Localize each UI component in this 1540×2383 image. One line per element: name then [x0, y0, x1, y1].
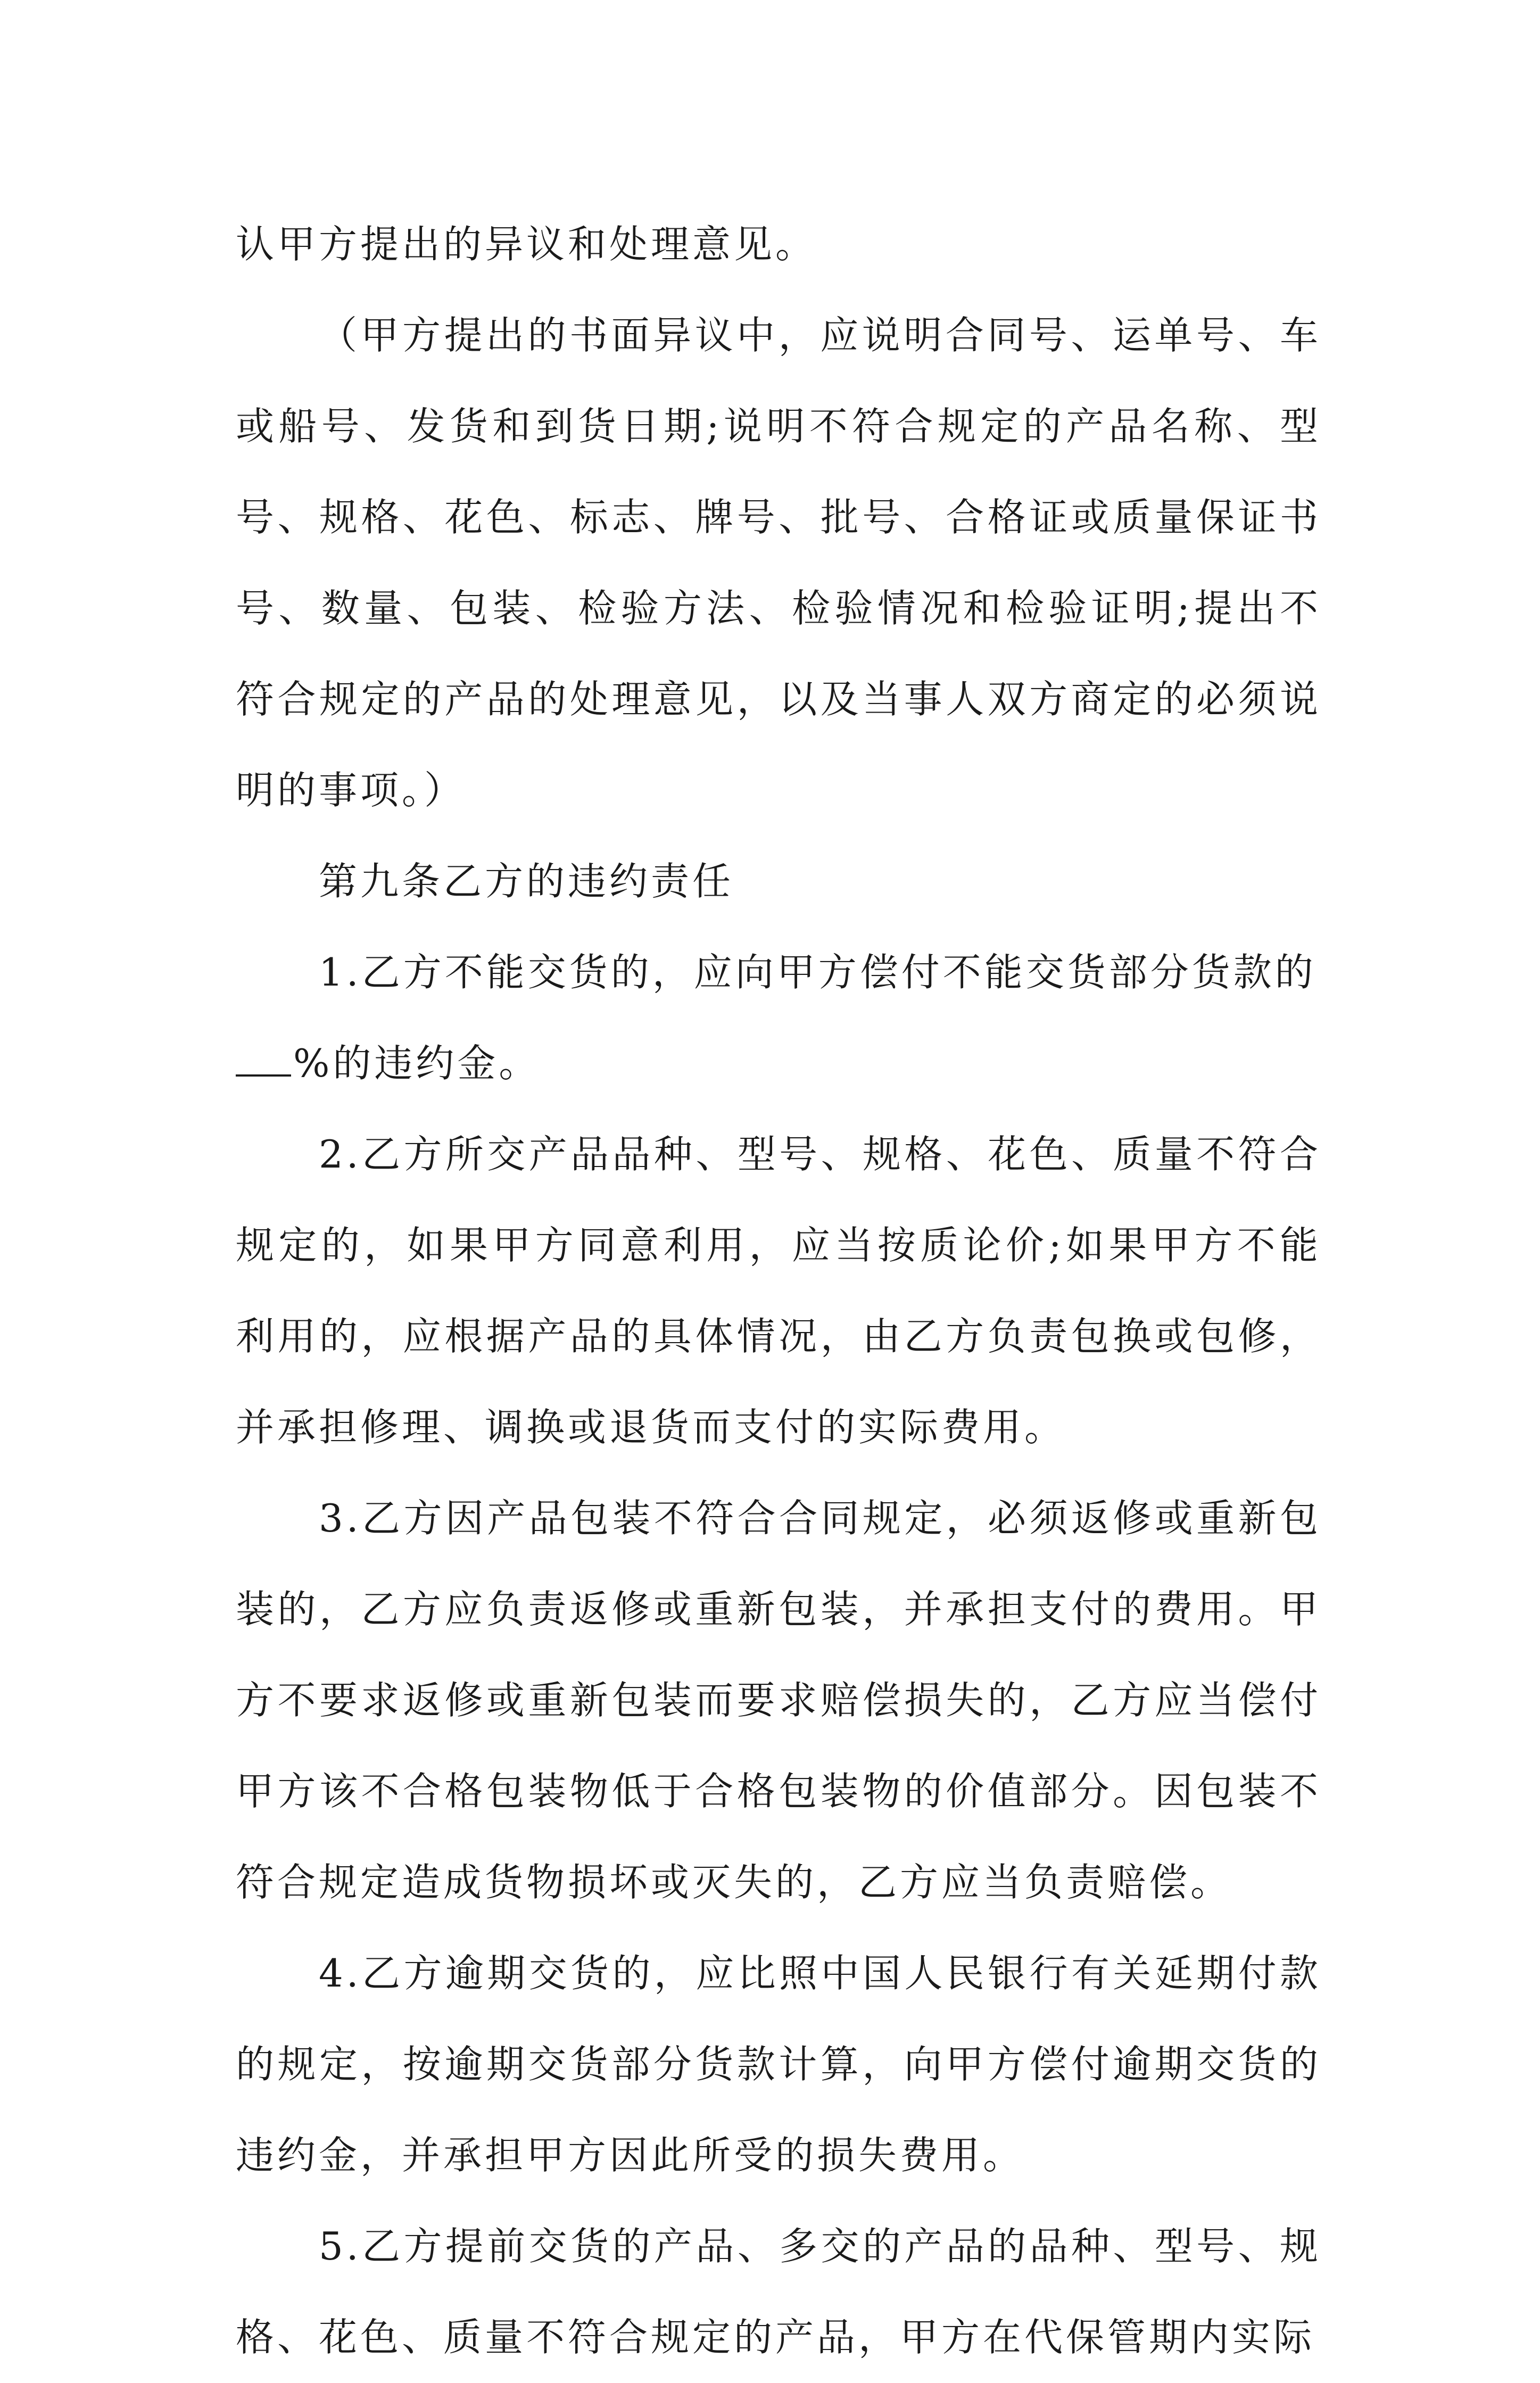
clause-3: 3.乙方因产品包装不符合合同规定，必须返修或重新包装的，乙方应负责返修或重新包装，并承担支付的费用。甲方不要求返修或重新包装而要求赔偿损失的，乙方应当偿付甲方该不合格包装物低于合格包装物的价值部分。因包装不符合规定造成货物损坏或灭失的，乙方应当负责赔偿。: [236, 1496, 1321, 1905]
paragraph-objection-requirements: （甲方提出的书面异议中，应说明合同号、运单号、车或船号、发货和到货日期;说明不符合规定的产品名称、型号、规格、花色、标志、牌号、批号、合格证或质量保证书号、数量、包装、检验方法、检验情况和检验证明;提出不符合规定的产品的处理意见，以及当事人双方商定的必须说明的事项。）: [236, 313, 1321, 813]
clause-2: 2.乙方所交产品品种、型号、规格、花色、质量不符合规定的，如果甲方同意利用，应当按质论价;如果甲方不能利用的，应根据产品的具体情况，由乙方负责包换或包修，并承担修理、调换或退货而支付的实际费用。: [236, 1132, 1321, 1450]
clause-1-text: 1.乙方不能交货的，应向甲方偿付不能交货部分货款的: [319, 950, 1317, 995]
clause-1: [236, 927, 1321, 1109]
fill-in-blank: [236, 1067, 291, 1077]
clause-1-text-end: %的违约金。: [293, 1041, 541, 1086]
article-9-heading: 第九条乙方的违约责任: [319, 859, 734, 904]
contract-body: [236, 199, 1321, 2383]
paragraph-objection-continued: 认甲方提出的异议和处理意见。: [236, 222, 817, 267]
clause-5: 5.乙方提前交货的产品、多交的产品的品种、型号、规格、花色、质量不符合规定的产品，甲方在代保管期内实际: [236, 2224, 1321, 2360]
clause-4: 4.乙方逾期交货的，应比照中国人民银行有关延期付款的规定，按逾期交货部分货款计算，向甲方偿付逾期交货的违约金，并承担甲方因此所受的损失费用。: [236, 1951, 1321, 2178]
